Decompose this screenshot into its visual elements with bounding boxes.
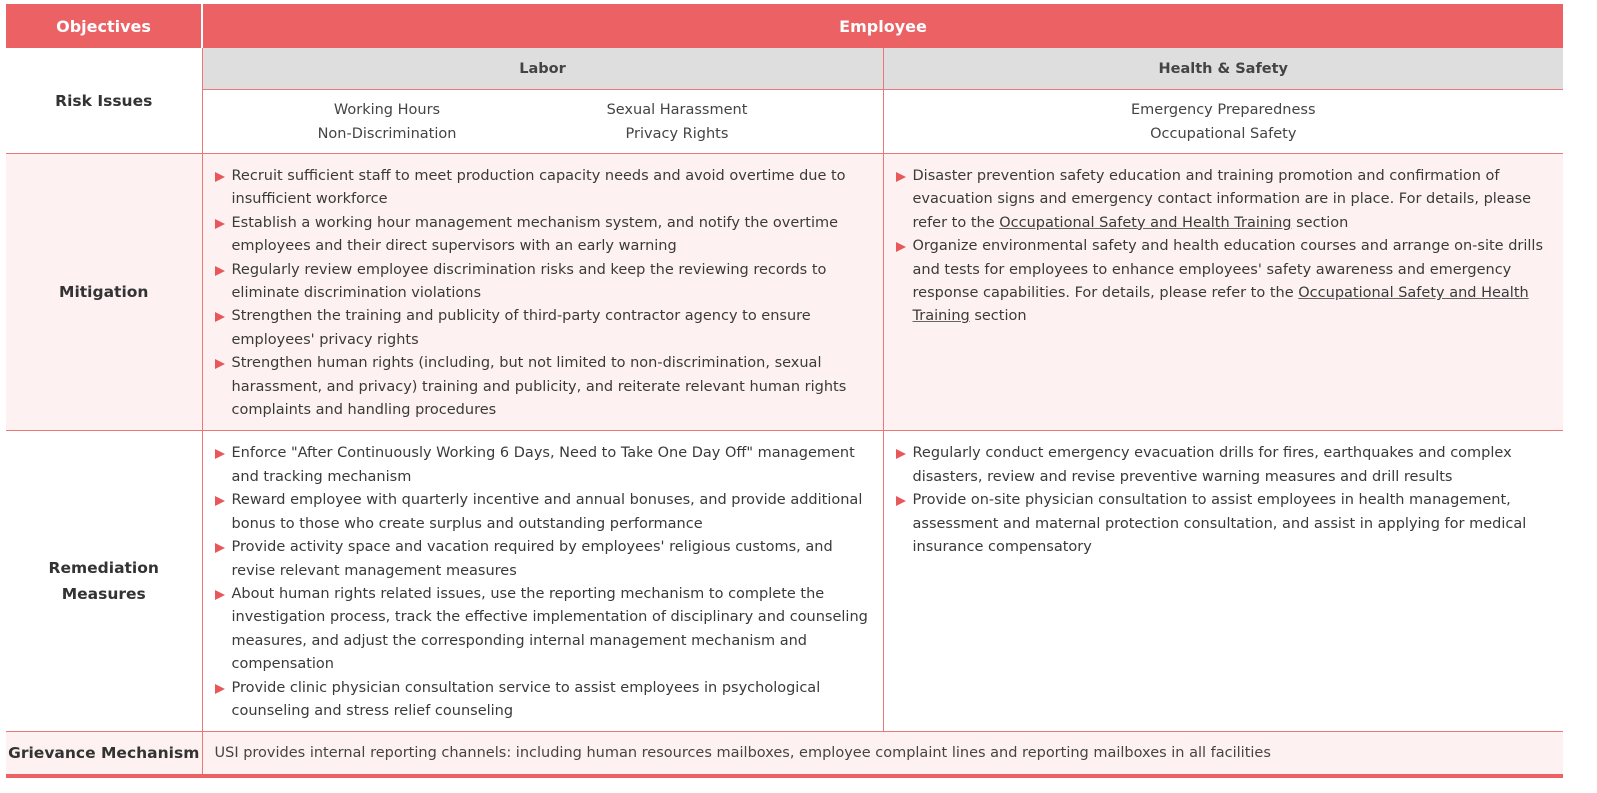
- objectives-header: Objectives: [6, 4, 202, 48]
- risk-issues-label: Risk Issues: [6, 48, 202, 154]
- list-item-text: Provide on-site physician consultation to assist employees in health management, assessment and maternal protection consultation, and assist in applying for medical insurance compensatory: [912, 492, 1527, 556]
- grievance-row: [6, 732, 1563, 777]
- list-item-text-tail: section: [1291, 214, 1349, 231]
- triangle-bullet-icon: [215, 172, 225, 182]
- triangle-bullet-icon: [215, 496, 225, 506]
- triangle-bullet-icon: [215, 219, 225, 229]
- grievance-text: USI provides internal reporting channels: including human resources mailboxes, employee complaint lines and reporting mailboxes in all facilities: [202, 732, 1563, 777]
- mitigation-row: [6, 154, 1563, 431]
- list-item-text: Regularly review employee discrimination risks and keep the reviewing records to eliminate discrimination violations: [231, 261, 827, 302]
- labor-risk-col-2: [607, 98, 748, 146]
- list-item: [215, 677, 869, 724]
- list-item: [215, 212, 869, 259]
- risk-item-privacy-rights: Privacy Rights: [625, 125, 729, 142]
- triangle-bullet-icon: [215, 684, 225, 694]
- list-item: [215, 583, 869, 677]
- list-item-text: Strengthen human rights (including, but not limited to non-discrimination, sexual harassment, and privacy) training and publicity, and reiterate relevant human rights complaints and handling procedures: [231, 355, 847, 419]
- list-item: [896, 442, 1550, 489]
- list-item: [215, 165, 869, 212]
- employee-risk-table-wrapper: [6, 4, 1563, 778]
- remediation-label: [6, 431, 202, 732]
- list-item: [215, 442, 869, 489]
- list-item-text: Organize environmental safety and health education courses and arrange on-site drills and tests for employees to enhance employees' safety awareness and emergency response capabilities. For details, please refer to the: [912, 238, 1544, 302]
- list-item-text: Reward employee with quarterly incentive and annual bonuses, and provide additional bonus to those who create surplus and outstanding performance: [231, 492, 863, 532]
- risk-item-emergency-preparedness: Emergency Preparedness: [1130, 101, 1316, 118]
- health-safety-subheader: Health & Safety: [883, 48, 1563, 90]
- list-item: [896, 165, 1550, 235]
- employee-header: Employee: [202, 4, 1563, 48]
- health-remediation: [883, 431, 1563, 732]
- triangle-bullet-icon: [215, 449, 225, 459]
- labor-mitigation: [202, 154, 883, 431]
- risk-item-occupational-safety: Occupational Safety: [1150, 125, 1297, 142]
- grievance-label: Grievance Mechanism: [6, 732, 202, 777]
- employee-risk-table: [6, 4, 1563, 778]
- remediation-row: [6, 431, 1563, 732]
- risk-item-working-hours: Working Hours: [333, 101, 441, 118]
- health-risk-issues: [883, 90, 1563, 154]
- triangle-bullet-icon: [215, 359, 225, 369]
- triangle-bullet-icon: [215, 590, 225, 600]
- list-item-text: Strengthen the training and publicity of third-party contractor agency to ensure employees' privacy rights: [231, 308, 811, 348]
- list-item-text: Provide activity space and vacation required by employees' religious customs, and revise relevant management measures: [231, 539, 833, 579]
- list-item: [215, 259, 869, 306]
- risk-issues-values-row: [6, 90, 1563, 154]
- list-item-text: Recruit sufficient staff to meet production capacity needs and avoid overtime due to insufficient workforce: [231, 168, 846, 208]
- mitigation-label: Mitigation: [6, 154, 202, 431]
- list-item-text: Disaster prevention safety education and training promotion and confirmation of evacuation signs and emergency contact information are in place. For details, please refer to the: [912, 168, 1532, 231]
- list-item: [215, 352, 869, 422]
- osh-training-link[interactable]: Occupational Safety and Health Training: [999, 214, 1292, 231]
- list-item-text: About human rights related issues, use the reporting mechanism to complete the investigation process, track the effective implementation of disciplinary and counseling measures, and adjust the corresponding internal management mechanism and compensation: [231, 585, 868, 673]
- labor-risk-col-1: [318, 98, 457, 146]
- triangle-bullet-icon: [896, 496, 906, 506]
- triangle-bullet-icon: [896, 172, 906, 182]
- triangle-bullet-icon: [896, 449, 906, 459]
- risk-item-non-discrimination: Non-Discrimination: [317, 125, 457, 142]
- list-item-text: Establish a working hour management mechanism system, and notify the overtime employees and their direct supervisors with an early warning: [231, 214, 839, 255]
- list-item-text-tail: section: [969, 308, 1027, 325]
- labor-risk-issues: [202, 90, 883, 154]
- header-row: [6, 4, 1563, 48]
- triangle-bullet-icon: [215, 312, 225, 322]
- triangle-bullet-icon: [215, 266, 225, 276]
- triangle-bullet-icon: [896, 242, 906, 252]
- labor-remediation: [202, 431, 883, 732]
- list-item-text: Regularly conduct emergency evacuation drills for fires, earthquakes and complex disasters, review and revise preventive warning measures and drill results: [912, 445, 1512, 485]
- remediation-label-line-2: Measures: [61, 585, 146, 604]
- list-item: [896, 489, 1550, 559]
- list-item: [215, 489, 869, 536]
- risk-item-sexual-harassment: Sexual Harassment: [606, 101, 748, 118]
- list-item: [215, 536, 869, 583]
- labor-subheader: Labor: [202, 48, 883, 90]
- osh-training-link[interactable]: Occupational Safety and Health Training: [912, 285, 1529, 325]
- remediation-label-line-1: Remediation: [48, 559, 159, 578]
- triangle-bullet-icon: [215, 543, 225, 553]
- list-item-text: Provide clinic physician consultation service to assist employees in psychological counseling and stress relief counseling: [231, 679, 821, 719]
- list-item: [215, 305, 869, 352]
- health-mitigation: [883, 154, 1563, 431]
- list-item-text: Enforce "After Continuously Working 6 Days, Need to Take One Day Off" management and tracking mechanism: [231, 445, 855, 485]
- list-item: [896, 235, 1550, 329]
- risk-issues-row: [6, 48, 1563, 90]
